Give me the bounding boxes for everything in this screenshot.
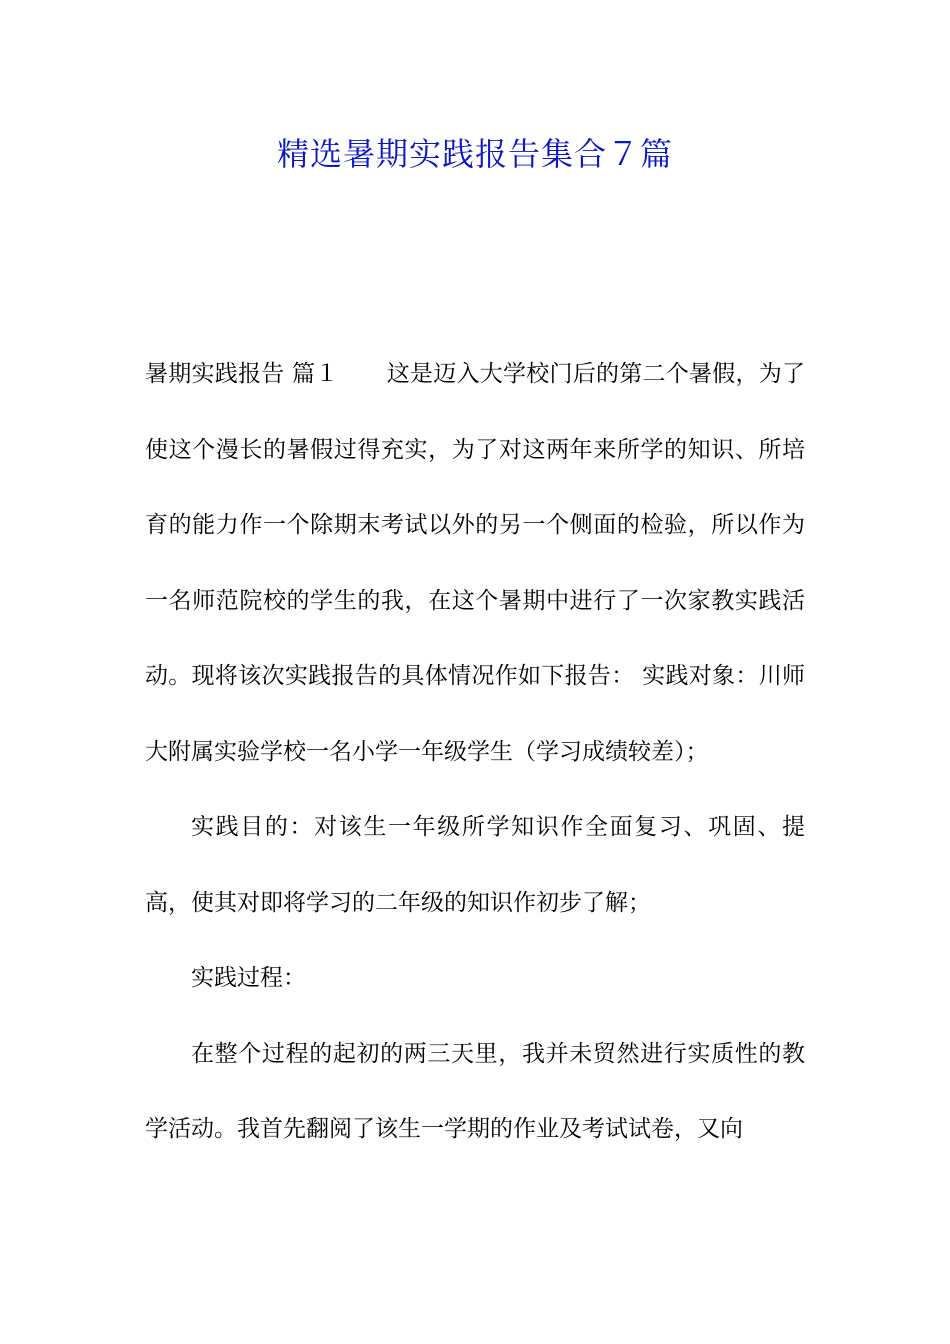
document-title: 精选暑期实践报告集合７篇 — [276, 135, 673, 173]
paragraph-3: 实践过程： — [191, 965, 306, 991]
paragraph-1-text: 这是迈入大学校门后的第二个暑假，为了使这个漫长的暑假过得充实，为了对这两年来所学的知识、所培育的能力作一个除期末考试以外的另一个侧面的检验，所以作为一名师范院校的学生的我，在这个暑期中进行了一次家教实践活动。现将该次实践报告的具体情况作如下报告： 实践对象：川师大附属实验学校一名小学一年级学生（学习成绩较差）； — [145, 361, 806, 765]
paragraph-1 — [145, 337, 805, 790]
paragraph-2: 实践目的：对该生一年级所学知识作全面复习、巩固、提高，使其对即将学习的二年级的知识作初步了解； — [145, 814, 805, 916]
document-body — [145, 337, 805, 1168]
paragraph-4: 在整个过程的起初的两三天里，我并未贸然进行实质性的教学活动。我首先翻阅了该生一学期的作业及考试试卷，又向 — [145, 1040, 805, 1142]
section-heading: 暑期实践报告 篇１ — [145, 361, 339, 387]
